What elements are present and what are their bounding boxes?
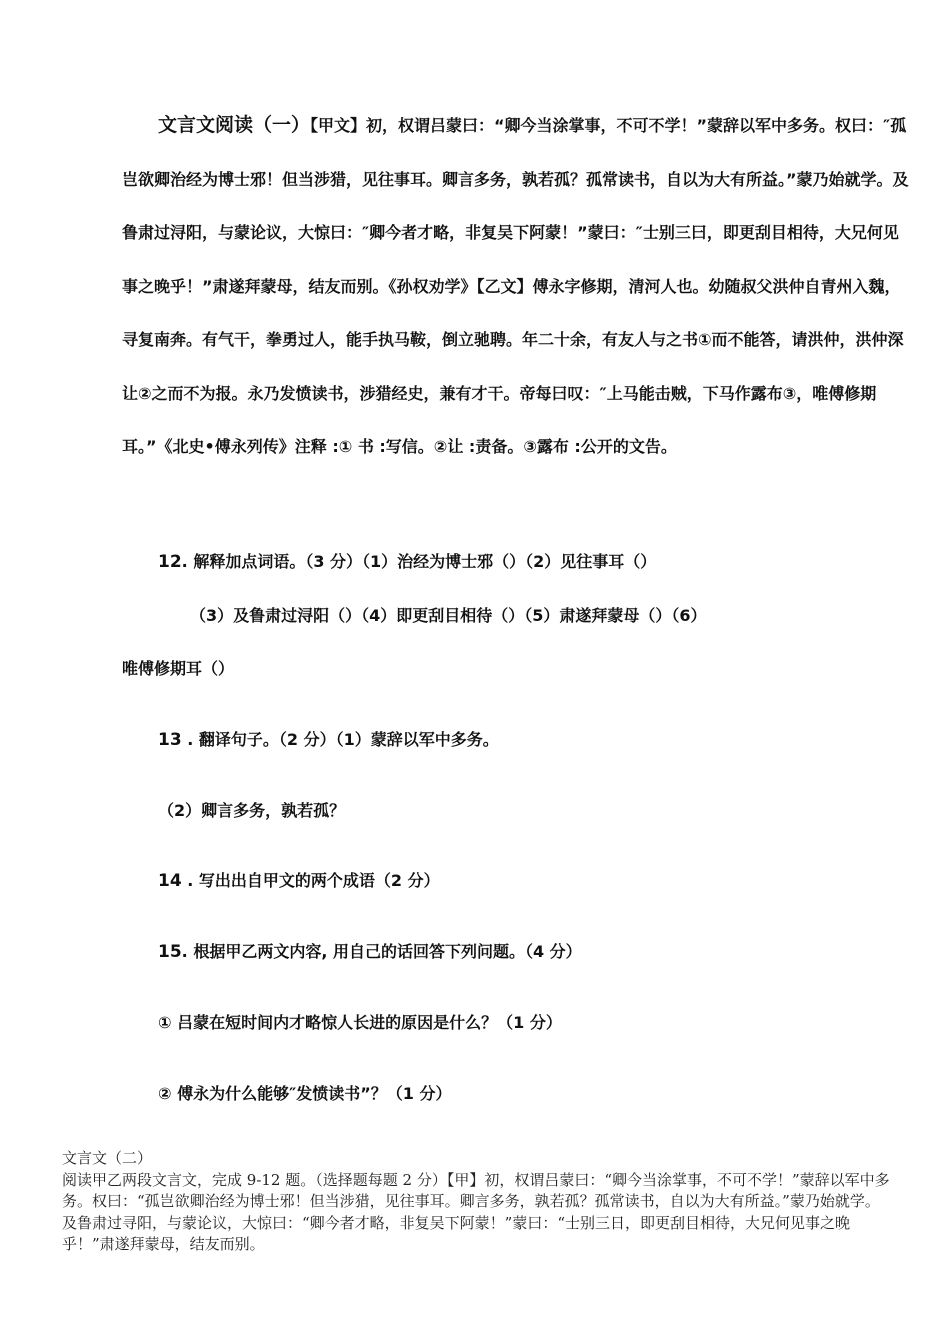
section-two-text: 阅读甲乙两段文言文，完成 9-12 题。（选择题每题 2 分）【甲】初，权谓吕蒙曰：“卿今当涂掌事，不可不学！”蒙辞以军中多务。权曰：“孤岂欲卿治经为博士邪！但当涉猎，见往事耳。卿言多务，孰若孤？孤常读书，自以为大有所益。”蒙乃始就学。及鲁肃过寻阳，与蒙论议，大惊曰：“卿今者才略，非复吴下阿蒙！”蒙曰：“士别三日，即更刮目相待，大兄何见事之晚乎！”肃遂拜蒙母，结友而别。 (62, 1170, 890, 1253)
question-15-line1 (158, 939, 582, 962)
question-15-text1: . 根据甲乙两文内容, 用自己的话回答下列问题。（4 分） (181, 942, 582, 961)
question-14-line1 (158, 868, 440, 891)
passage-one-title: 文言文阅读（一） (158, 114, 311, 136)
passage-one-text: 【甲文】初，权谓吕蒙曰：“卿今当涂掌事，不可不学！”蒙辞以军中多务。权曰：″孤岂欲卿治经为博士邪！但当涉猎，见往事耳。卿言多务，孰若孤？孤常读书，自以为大有所益。”蒙乃始就学。及鲁肃过浔阳，与蒙论议，大惊曰：″卿今者才略，非复吴下阿蒙！”蒙曰：″士别三曰，即更刮目相待，大兄何见事之晚乎！”肃遂拜蒙母，结友而别。《孙权劝学》【乙文】傅永字修期，清河人也。幼随叔父洪仲自青州入魏，寻复南奔。有气干，拳勇过人，能手执马鞍，倒立驰聘。年二十余，有友人与之书①而不能答，请洪仲，洪仲深让②之而不为报。永乃发愤读书，涉猎经史，兼有才干。帝每曰叹：″上马能击贼，下马作露布③，唯傅修期耳。”《北史•傅永列传》注释 :① 书 :写信。②让 :责备。③露布 :公开的文告。 (122, 116, 909, 456)
passage-one (122, 99, 912, 474)
question-13-number: 13 (158, 730, 182, 750)
question-14-text1: . 写出出自甲文的两个成语（2 分） (181, 871, 440, 890)
question-12-line3: 唯傅修期耳（） (122, 659, 235, 678)
section-two (62, 1148, 892, 1256)
question-13-line2: （2）卿言多务，孰若孤？ (158, 801, 346, 820)
question-14-number: 14 (158, 871, 182, 891)
question-12-line1 (158, 549, 656, 572)
question-15-number: 15 (158, 942, 182, 962)
question-12-number: 12 (158, 552, 182, 572)
question-13-text1: . 翻译句子。（2 分）（1）蒙辞以军中多务。 (181, 730, 499, 749)
question-12-text1: . 解释加点词语。（3 分）（1）治经为博士邪（）（2）见往事耳（） (181, 552, 657, 571)
section-two-heading: 文言文（二） (62, 1149, 153, 1167)
question-13-line1 (158, 727, 499, 750)
question-15-sub1: ① 吕蒙在短时间内才略惊人长进的原因是什么？（1 分） (158, 1013, 562, 1032)
question-15-sub2: ② 傅永为什么能够″发愤读书”？（1 分） (158, 1084, 452, 1103)
question-12-line2: （3）及鲁肃过浔阳（）（4）即更刮目相待（）（5）肃遂拜蒙母（）（6） (190, 606, 707, 625)
